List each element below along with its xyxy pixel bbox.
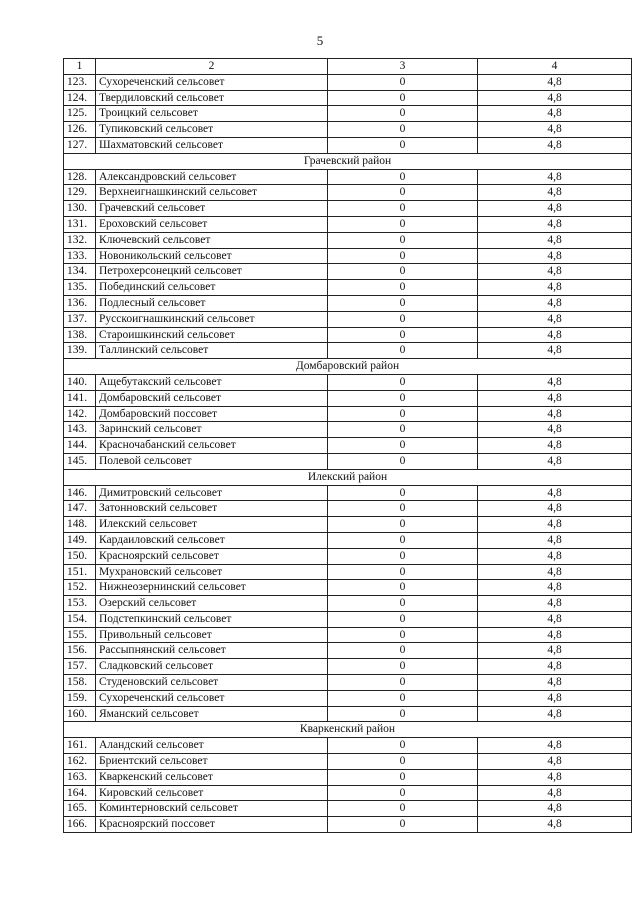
column-3-value: 0 bbox=[328, 532, 478, 548]
table-row bbox=[64, 801, 632, 817]
column-3-value: 0 bbox=[328, 74, 478, 90]
column-4-value: 4,8 bbox=[478, 675, 632, 691]
row-number: 144. bbox=[64, 438, 96, 454]
row-number: 137. bbox=[64, 311, 96, 327]
row-number: 157. bbox=[64, 659, 96, 675]
row-number: 162. bbox=[64, 754, 96, 770]
table-row bbox=[64, 422, 632, 438]
row-number: 149. bbox=[64, 532, 96, 548]
column-4-value: 4,8 bbox=[478, 422, 632, 438]
column-4-value: 4,8 bbox=[478, 801, 632, 817]
row-number: 124. bbox=[64, 90, 96, 106]
column-4-value: 4,8 bbox=[478, 169, 632, 185]
column-3-value: 0 bbox=[328, 643, 478, 659]
column-4-value: 4,8 bbox=[478, 754, 632, 770]
column-4-value: 4,8 bbox=[478, 517, 632, 533]
row-number: 140. bbox=[64, 374, 96, 390]
table-row bbox=[64, 169, 632, 185]
column-4-value: 4,8 bbox=[478, 248, 632, 264]
district-header-row bbox=[64, 469, 632, 485]
column-4-value: 4,8 bbox=[478, 564, 632, 580]
row-number: 158. bbox=[64, 675, 96, 691]
table-row bbox=[64, 532, 632, 548]
settlement-name: Красночабанский сельсовет bbox=[96, 438, 328, 454]
column-4-value: 4,8 bbox=[478, 532, 632, 548]
column-3-value: 0 bbox=[328, 201, 478, 217]
column-3-value: 0 bbox=[328, 580, 478, 596]
table-row bbox=[64, 122, 632, 138]
column-3-value: 0 bbox=[328, 754, 478, 770]
settlement-name: Сухореченский сельсовет bbox=[96, 74, 328, 90]
table-body bbox=[64, 59, 632, 833]
column-3-value: 0 bbox=[328, 675, 478, 691]
row-number: 148. bbox=[64, 517, 96, 533]
column-4-value: 4,8 bbox=[478, 611, 632, 627]
table-row bbox=[64, 248, 632, 264]
row-number: 163. bbox=[64, 769, 96, 785]
column-3-value: 0 bbox=[328, 627, 478, 643]
row-number: 127. bbox=[64, 137, 96, 153]
column-3-value: 0 bbox=[328, 327, 478, 343]
column-3-value: 0 bbox=[328, 596, 478, 612]
column-3-value: 0 bbox=[328, 548, 478, 564]
column-3-value: 0 bbox=[328, 280, 478, 296]
table-row bbox=[64, 675, 632, 691]
column-4-value: 4,8 bbox=[478, 596, 632, 612]
settlement-name: Русскоигнашкинский сельсовет bbox=[96, 311, 328, 327]
column-4-value: 4,8 bbox=[478, 295, 632, 311]
settlement-name: Троицкий сельсовет bbox=[96, 106, 328, 122]
column-3-value: 0 bbox=[328, 232, 478, 248]
column-4-value: 4,8 bbox=[478, 643, 632, 659]
settlement-name: Ащебутакский сельсовет bbox=[96, 374, 328, 390]
settlement-name: Привольный сельсовет bbox=[96, 627, 328, 643]
column-3-value: 0 bbox=[328, 90, 478, 106]
settlement-name: Илекский сельсовет bbox=[96, 517, 328, 533]
row-number: 155. bbox=[64, 627, 96, 643]
district-name: Грачевский район bbox=[64, 153, 632, 169]
settlement-name: Затонновский сельсовет bbox=[96, 501, 328, 517]
table-row bbox=[64, 74, 632, 90]
row-number: 159. bbox=[64, 690, 96, 706]
row-number: 154. bbox=[64, 611, 96, 627]
column-3-value: 0 bbox=[328, 501, 478, 517]
settlement-name: Грачевский сельсовет bbox=[96, 201, 328, 217]
table-row bbox=[64, 659, 632, 675]
settlement-name: Красноярский поссовет bbox=[96, 817, 328, 833]
column-3-value: 0 bbox=[328, 438, 478, 454]
settlement-name: Александровский сельсовет bbox=[96, 169, 328, 185]
row-number: 129. bbox=[64, 185, 96, 201]
column-3-value: 0 bbox=[328, 485, 478, 501]
settlement-name: Кардаиловский сельсовет bbox=[96, 532, 328, 548]
table-row bbox=[64, 564, 632, 580]
column-3-value: 0 bbox=[328, 169, 478, 185]
column-3-value: 0 bbox=[328, 785, 478, 801]
column-3-value: 0 bbox=[328, 801, 478, 817]
column-3-value: 0 bbox=[328, 311, 478, 327]
table-row bbox=[64, 548, 632, 564]
column-4-value: 4,8 bbox=[478, 137, 632, 153]
table-row bbox=[64, 690, 632, 706]
data-table bbox=[63, 58, 632, 833]
table-row bbox=[64, 185, 632, 201]
column-4-value: 4,8 bbox=[478, 438, 632, 454]
settlement-name: Тупиковский сельсовет bbox=[96, 122, 328, 138]
row-number: 123. bbox=[64, 74, 96, 90]
table-row bbox=[64, 311, 632, 327]
column-3-value: 0 bbox=[328, 690, 478, 706]
column-4-value: 4,8 bbox=[478, 185, 632, 201]
settlement-name: Домбаровский поссовет bbox=[96, 406, 328, 422]
table-row bbox=[64, 438, 632, 454]
row-number: 139. bbox=[64, 343, 96, 359]
table-row bbox=[64, 517, 632, 533]
column-4-value: 4,8 bbox=[478, 280, 632, 296]
row-number: 165. bbox=[64, 801, 96, 817]
column-4-value: 4,8 bbox=[478, 232, 632, 248]
settlement-name: Таллинский сельсовет bbox=[96, 343, 328, 359]
table-row bbox=[64, 216, 632, 232]
column-3-value: 0 bbox=[328, 106, 478, 122]
settlement-name: Петрохерсонецкий сельсовет bbox=[96, 264, 328, 280]
settlement-name: Аландский сельсовет bbox=[96, 738, 328, 754]
row-number: 128. bbox=[64, 169, 96, 185]
settlement-name: Бриентский сельсовет bbox=[96, 754, 328, 770]
header-cell-3: 3 bbox=[328, 59, 478, 75]
settlement-name: Подлесный сельсовет bbox=[96, 295, 328, 311]
row-number: 146. bbox=[64, 485, 96, 501]
row-number: 160. bbox=[64, 706, 96, 722]
column-4-value: 4,8 bbox=[478, 374, 632, 390]
table-row bbox=[64, 280, 632, 296]
header-cell-1: 1 bbox=[64, 59, 96, 75]
settlement-name: Студеновский сельсовет bbox=[96, 675, 328, 691]
settlement-name: Полевой сельсовет bbox=[96, 453, 328, 469]
settlement-name: Димитровский сельсовет bbox=[96, 485, 328, 501]
column-4-value: 4,8 bbox=[478, 548, 632, 564]
column-4-value: 4,8 bbox=[478, 343, 632, 359]
column-3-value: 0 bbox=[328, 406, 478, 422]
row-number: 125. bbox=[64, 106, 96, 122]
column-3-value: 0 bbox=[328, 137, 478, 153]
table-row bbox=[64, 611, 632, 627]
column-4-value: 4,8 bbox=[478, 706, 632, 722]
column-3-value: 0 bbox=[328, 453, 478, 469]
settlement-name: Ключевский сельсовет bbox=[96, 232, 328, 248]
settlement-name: Кваркенский сельсовет bbox=[96, 769, 328, 785]
page-number: 5 bbox=[316, 33, 324, 48]
column-4-value: 4,8 bbox=[478, 106, 632, 122]
settlement-name: Староишкинский сельсовет bbox=[96, 327, 328, 343]
row-number: 164. bbox=[64, 785, 96, 801]
row-number: 151. bbox=[64, 564, 96, 580]
table-row bbox=[64, 201, 632, 217]
row-number: 130. bbox=[64, 201, 96, 217]
district-name: Илекский район bbox=[64, 469, 632, 485]
settlement-name: Озерский сельсовет bbox=[96, 596, 328, 612]
header-row bbox=[64, 59, 632, 75]
district-header-row bbox=[64, 153, 632, 169]
row-number: 132. bbox=[64, 232, 96, 248]
row-number: 135. bbox=[64, 280, 96, 296]
column-3-value: 0 bbox=[328, 706, 478, 722]
table-row bbox=[64, 754, 632, 770]
table-row bbox=[64, 785, 632, 801]
column-4-value: 4,8 bbox=[478, 769, 632, 785]
settlement-name: Домбаровский сельсовет bbox=[96, 390, 328, 406]
column-3-value: 0 bbox=[328, 611, 478, 627]
row-number: 142. bbox=[64, 406, 96, 422]
column-4-value: 4,8 bbox=[478, 659, 632, 675]
column-3-value: 0 bbox=[328, 374, 478, 390]
column-4-value: 4,8 bbox=[478, 201, 632, 217]
table-row bbox=[64, 137, 632, 153]
table-row bbox=[64, 343, 632, 359]
row-number: 133. bbox=[64, 248, 96, 264]
district-header-row bbox=[64, 359, 632, 375]
table-row bbox=[64, 90, 632, 106]
table-row bbox=[64, 485, 632, 501]
settlement-name: Сухореченский сельсовет bbox=[96, 690, 328, 706]
settlement-name: Красноярский сельсовет bbox=[96, 548, 328, 564]
row-number: 161. bbox=[64, 738, 96, 754]
column-4-value: 4,8 bbox=[478, 785, 632, 801]
column-4-value: 4,8 bbox=[478, 90, 632, 106]
settlement-name: Подстепкинский сельсовет bbox=[96, 611, 328, 627]
row-number: 136. bbox=[64, 295, 96, 311]
settlement-name: Коминтерновский сельсовет bbox=[96, 801, 328, 817]
table-row bbox=[64, 453, 632, 469]
table-row bbox=[64, 580, 632, 596]
row-number: 138. bbox=[64, 327, 96, 343]
settlement-name: Побединский сельсовет bbox=[96, 280, 328, 296]
settlement-name: Рассыпнянский сельсовет bbox=[96, 643, 328, 659]
settlement-name: Новоникольский сельсовет bbox=[96, 248, 328, 264]
column-3-value: 0 bbox=[328, 390, 478, 406]
row-number: 152. bbox=[64, 580, 96, 596]
column-4-value: 4,8 bbox=[478, 122, 632, 138]
settlement-name: Ероховский сельсовет bbox=[96, 216, 328, 232]
row-number: 147. bbox=[64, 501, 96, 517]
row-number: 156. bbox=[64, 643, 96, 659]
row-number: 134. bbox=[64, 264, 96, 280]
table-row bbox=[64, 295, 632, 311]
column-4-value: 4,8 bbox=[478, 327, 632, 343]
column-4-value: 4,8 bbox=[478, 627, 632, 643]
row-number: 131. bbox=[64, 216, 96, 232]
table-row bbox=[64, 390, 632, 406]
table-row bbox=[64, 817, 632, 833]
table-row bbox=[64, 627, 632, 643]
column-3-value: 0 bbox=[328, 769, 478, 785]
column-3-value: 0 bbox=[328, 659, 478, 675]
table-row bbox=[64, 501, 632, 517]
table-row bbox=[64, 643, 632, 659]
column-4-value: 4,8 bbox=[478, 74, 632, 90]
district-header-row bbox=[64, 722, 632, 738]
column-4-value: 4,8 bbox=[478, 817, 632, 833]
table-row bbox=[64, 596, 632, 612]
settlement-name: Кировский сельсовет bbox=[96, 785, 328, 801]
table-row bbox=[64, 738, 632, 754]
table-row bbox=[64, 406, 632, 422]
row-number: 150. bbox=[64, 548, 96, 564]
column-4-value: 4,8 bbox=[478, 216, 632, 232]
table-row bbox=[64, 232, 632, 248]
table-row bbox=[64, 264, 632, 280]
row-number: 143. bbox=[64, 422, 96, 438]
column-3-value: 0 bbox=[328, 343, 478, 359]
header-cell-2: 2 bbox=[96, 59, 328, 75]
header-cell-4: 4 bbox=[478, 59, 632, 75]
column-4-value: 4,8 bbox=[478, 311, 632, 327]
column-4-value: 4,8 bbox=[478, 390, 632, 406]
column-3-value: 0 bbox=[328, 122, 478, 138]
table-row bbox=[64, 374, 632, 390]
settlement-name: Сладковский сельсовет bbox=[96, 659, 328, 675]
settlement-name: Твердиловский сельсовет bbox=[96, 90, 328, 106]
row-number: 141. bbox=[64, 390, 96, 406]
column-4-value: 4,8 bbox=[478, 580, 632, 596]
district-name: Кваркенский район bbox=[64, 722, 632, 738]
settlement-name: Мухрановский сельсовет bbox=[96, 564, 328, 580]
row-number: 145. bbox=[64, 453, 96, 469]
table-row bbox=[64, 106, 632, 122]
settlement-name: Нижнеозернинский сельсовет bbox=[96, 580, 328, 596]
column-4-value: 4,8 bbox=[478, 485, 632, 501]
column-4-value: 4,8 bbox=[478, 738, 632, 754]
district-name: Домбаровский район bbox=[64, 359, 632, 375]
column-4-value: 4,8 bbox=[478, 453, 632, 469]
table-row bbox=[64, 769, 632, 785]
settlement-name: Заринский сельсовет bbox=[96, 422, 328, 438]
settlement-name: Яманский сельсовет bbox=[96, 706, 328, 722]
column-3-value: 0 bbox=[328, 295, 478, 311]
table-row bbox=[64, 706, 632, 722]
column-3-value: 0 bbox=[328, 216, 478, 232]
column-4-value: 4,8 bbox=[478, 406, 632, 422]
column-3-value: 0 bbox=[328, 517, 478, 533]
row-number: 166. bbox=[64, 817, 96, 833]
table-row bbox=[64, 327, 632, 343]
column-3-value: 0 bbox=[328, 817, 478, 833]
column-3-value: 0 bbox=[328, 264, 478, 280]
column-4-value: 4,8 bbox=[478, 264, 632, 280]
column-3-value: 0 bbox=[328, 564, 478, 580]
column-3-value: 0 bbox=[328, 738, 478, 754]
settlement-name: Шахматовский сельсовет bbox=[96, 137, 328, 153]
column-3-value: 0 bbox=[328, 248, 478, 264]
column-4-value: 4,8 bbox=[478, 690, 632, 706]
row-number: 153. bbox=[64, 596, 96, 612]
row-number: 126. bbox=[64, 122, 96, 138]
settlement-name: Верхнеигнашкинский сельсовет bbox=[96, 185, 328, 201]
column-3-value: 0 bbox=[328, 422, 478, 438]
column-3-value: 0 bbox=[328, 185, 478, 201]
column-4-value: 4,8 bbox=[478, 501, 632, 517]
